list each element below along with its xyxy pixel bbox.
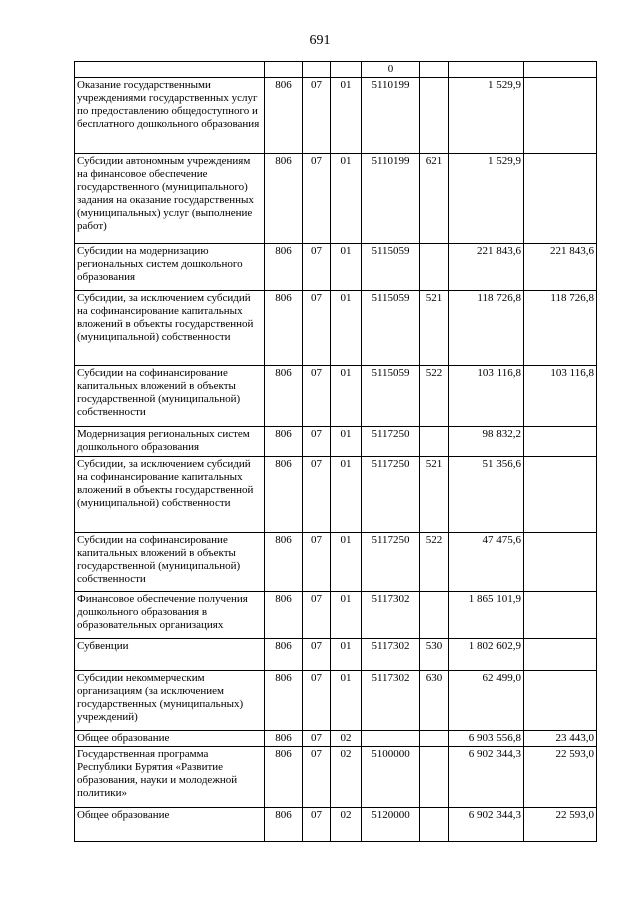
expense-type-code: 521: [420, 457, 449, 533]
grbs-code: [265, 62, 303, 78]
amount-total: 6 902 344,3: [449, 747, 524, 808]
expense-type-code: [420, 62, 449, 78]
subsection-code: 01: [331, 244, 362, 291]
section-code: 07: [303, 639, 331, 671]
amount-federal: 118 726,8: [524, 291, 597, 366]
amount-total: 47 475,6: [449, 533, 524, 592]
budget-table: [74, 61, 597, 842]
section-code: 07: [303, 291, 331, 366]
amount-federal: [524, 671, 597, 731]
table-row: [75, 62, 597, 78]
section-code: 07: [303, 747, 331, 808]
table-row: [75, 366, 597, 427]
amount-total: 6 903 556,8: [449, 731, 524, 747]
target-item-code: 5117250: [362, 427, 420, 457]
row-name: Модернизация региональных систем дошкольного образования: [75, 427, 265, 457]
grbs-code: 806: [265, 427, 303, 457]
amount-total: 98 832,2: [449, 427, 524, 457]
section-code: 07: [303, 78, 331, 154]
table-row: [75, 533, 597, 592]
target-item-code: 5100000: [362, 747, 420, 808]
amount-federal: [524, 639, 597, 671]
section-code: 07: [303, 592, 331, 639]
row-name: Субсидии, за исключением субсидий на софинансирование капитальных вложений в объекты государственной (муниципальной) собственности: [75, 291, 265, 366]
page-number: 691: [309, 33, 331, 48]
amount-total: 1 529,9: [449, 154, 524, 244]
amount-total: 1 865 101,9: [449, 592, 524, 639]
amount-total: 6 902 344,3: [449, 808, 524, 842]
subsection-code: 02: [331, 808, 362, 842]
expense-type-code: [420, 747, 449, 808]
row-name: Субсидии на софинансирование капитальных вложений в объекты государственной (муниципальной) собственности: [75, 533, 265, 592]
expense-type-code: [420, 244, 449, 291]
amount-federal: 103 116,8: [524, 366, 597, 427]
table-row: [75, 747, 597, 808]
target-item-code: 5117250: [362, 457, 420, 533]
target-item-code: 5115059: [362, 366, 420, 427]
amount-federal: 221 843,6: [524, 244, 597, 291]
target-item-code: 5117302: [362, 592, 420, 639]
row-name: Субсидии на модернизацию региональных систем дошкольного образования: [75, 244, 265, 291]
row-name: Субвенции: [75, 639, 265, 671]
amount-total: 51 356,6: [449, 457, 524, 533]
grbs-code: 806: [265, 533, 303, 592]
expense-type-code: 522: [420, 366, 449, 427]
subsection-code: 01: [331, 154, 362, 244]
amount-total: 103 116,8: [449, 366, 524, 427]
section-code: 07: [303, 366, 331, 427]
table-row: [75, 244, 597, 291]
section-code: 07: [303, 671, 331, 731]
subsection-code: 01: [331, 427, 362, 457]
table-row: [75, 671, 597, 731]
grbs-code: 806: [265, 291, 303, 366]
section-code: 07: [303, 457, 331, 533]
expense-type-code: [420, 808, 449, 842]
section-code: 07: [303, 154, 331, 244]
subsection-code: 01: [331, 78, 362, 154]
subsection-code: 01: [331, 533, 362, 592]
row-name: Общее образование: [75, 731, 265, 747]
expense-type-code: 521: [420, 291, 449, 366]
target-item-code: [362, 731, 420, 747]
row-name: Финансовое обеспечение получения дошкольного образования в образовательных организациях: [75, 592, 265, 639]
subsection-code: [331, 62, 362, 78]
expense-type-code: [420, 78, 449, 154]
amount-federal: [524, 533, 597, 592]
amount-federal: 23 443,0: [524, 731, 597, 747]
target-item-code: 5110199: [362, 78, 420, 154]
expense-type-code: [420, 731, 449, 747]
amount-federal: 22 593,0: [524, 747, 597, 808]
subsection-code: 01: [331, 291, 362, 366]
amount-total: 1 529,9: [449, 78, 524, 154]
grbs-code: 806: [265, 78, 303, 154]
row-name: Субсидии на софинансирование капитальных вложений в объекты государственной (муниципальной) собственности: [75, 366, 265, 427]
target-item-code: 5117302: [362, 639, 420, 671]
target-item-code: 0: [362, 62, 420, 78]
row-name: Общее образование: [75, 808, 265, 842]
row-name: Государственная программа Республики Бурятия «Развитие образования, науки и молодежной политики»: [75, 747, 265, 808]
grbs-code: 806: [265, 244, 303, 291]
amount-federal: [524, 427, 597, 457]
amount-total: 62 499,0: [449, 671, 524, 731]
expense-type-code: 522: [420, 533, 449, 592]
target-item-code: 5120000: [362, 808, 420, 842]
target-item-code: 5117302: [362, 671, 420, 731]
expense-type-code: 621: [420, 154, 449, 244]
table-row: [75, 427, 597, 457]
grbs-code: 806: [265, 808, 303, 842]
amount-total: 221 843,6: [449, 244, 524, 291]
subsection-code: 02: [331, 747, 362, 808]
row-name: Субсидии некоммерческим организациям (за исключением государственных (муниципальных) учреждений): [75, 671, 265, 731]
row-name: Субсидии, за исключением субсидий на софинансирование капитальных вложений в объекты государственной (муниципальной) собственности: [75, 457, 265, 533]
amount-federal: [524, 78, 597, 154]
row-name: Оказание государственными учреждениями государственных услуг по предоставлению общедоступного и бесплатного дошкольного образования: [75, 78, 265, 154]
grbs-code: 806: [265, 747, 303, 808]
expense-type-code: 530: [420, 639, 449, 671]
target-item-code: 5115059: [362, 291, 420, 366]
amount-federal: 22 593,0: [524, 808, 597, 842]
table-row: [75, 78, 597, 154]
subsection-code: 02: [331, 731, 362, 747]
grbs-code: 806: [265, 366, 303, 427]
subsection-code: 01: [331, 366, 362, 427]
grbs-code: 806: [265, 154, 303, 244]
grbs-code: 806: [265, 671, 303, 731]
grbs-code: 806: [265, 457, 303, 533]
table-row: [75, 808, 597, 842]
section-code: [303, 62, 331, 78]
amount-federal: [524, 592, 597, 639]
expense-type-code: 630: [420, 671, 449, 731]
expense-type-code: [420, 592, 449, 639]
table-row: [75, 154, 597, 244]
subsection-code: 01: [331, 639, 362, 671]
table-row: [75, 457, 597, 533]
table-row: [75, 291, 597, 366]
subsection-code: 01: [331, 592, 362, 639]
section-code: 07: [303, 244, 331, 291]
amount-total: 118 726,8: [449, 291, 524, 366]
amount-total: 1 802 602,9: [449, 639, 524, 671]
grbs-code: 806: [265, 639, 303, 671]
amount-federal: [524, 154, 597, 244]
row-name: Субсидии автономным учреждениям на финансовое обеспечение государственного (муниципального) задания на оказание государственных (муниципальных) услуг (выполнение работ): [75, 154, 265, 244]
section-code: 07: [303, 427, 331, 457]
section-code: 07: [303, 808, 331, 842]
amount-total: [449, 62, 524, 78]
table-row: [75, 639, 597, 671]
table-row: [75, 731, 597, 747]
amount-federal: [524, 457, 597, 533]
target-item-code: 5117250: [362, 533, 420, 592]
subsection-code: 01: [331, 671, 362, 731]
subsection-code: 01: [331, 457, 362, 533]
grbs-code: 806: [265, 731, 303, 747]
amount-federal: [524, 62, 597, 78]
target-item-code: 5115059: [362, 244, 420, 291]
table-row: [75, 592, 597, 639]
grbs-code: 806: [265, 592, 303, 639]
section-code: 07: [303, 533, 331, 592]
expense-type-code: [420, 427, 449, 457]
target-item-code: 5110199: [362, 154, 420, 244]
section-code: 07: [303, 731, 331, 747]
row-name: [75, 62, 265, 78]
